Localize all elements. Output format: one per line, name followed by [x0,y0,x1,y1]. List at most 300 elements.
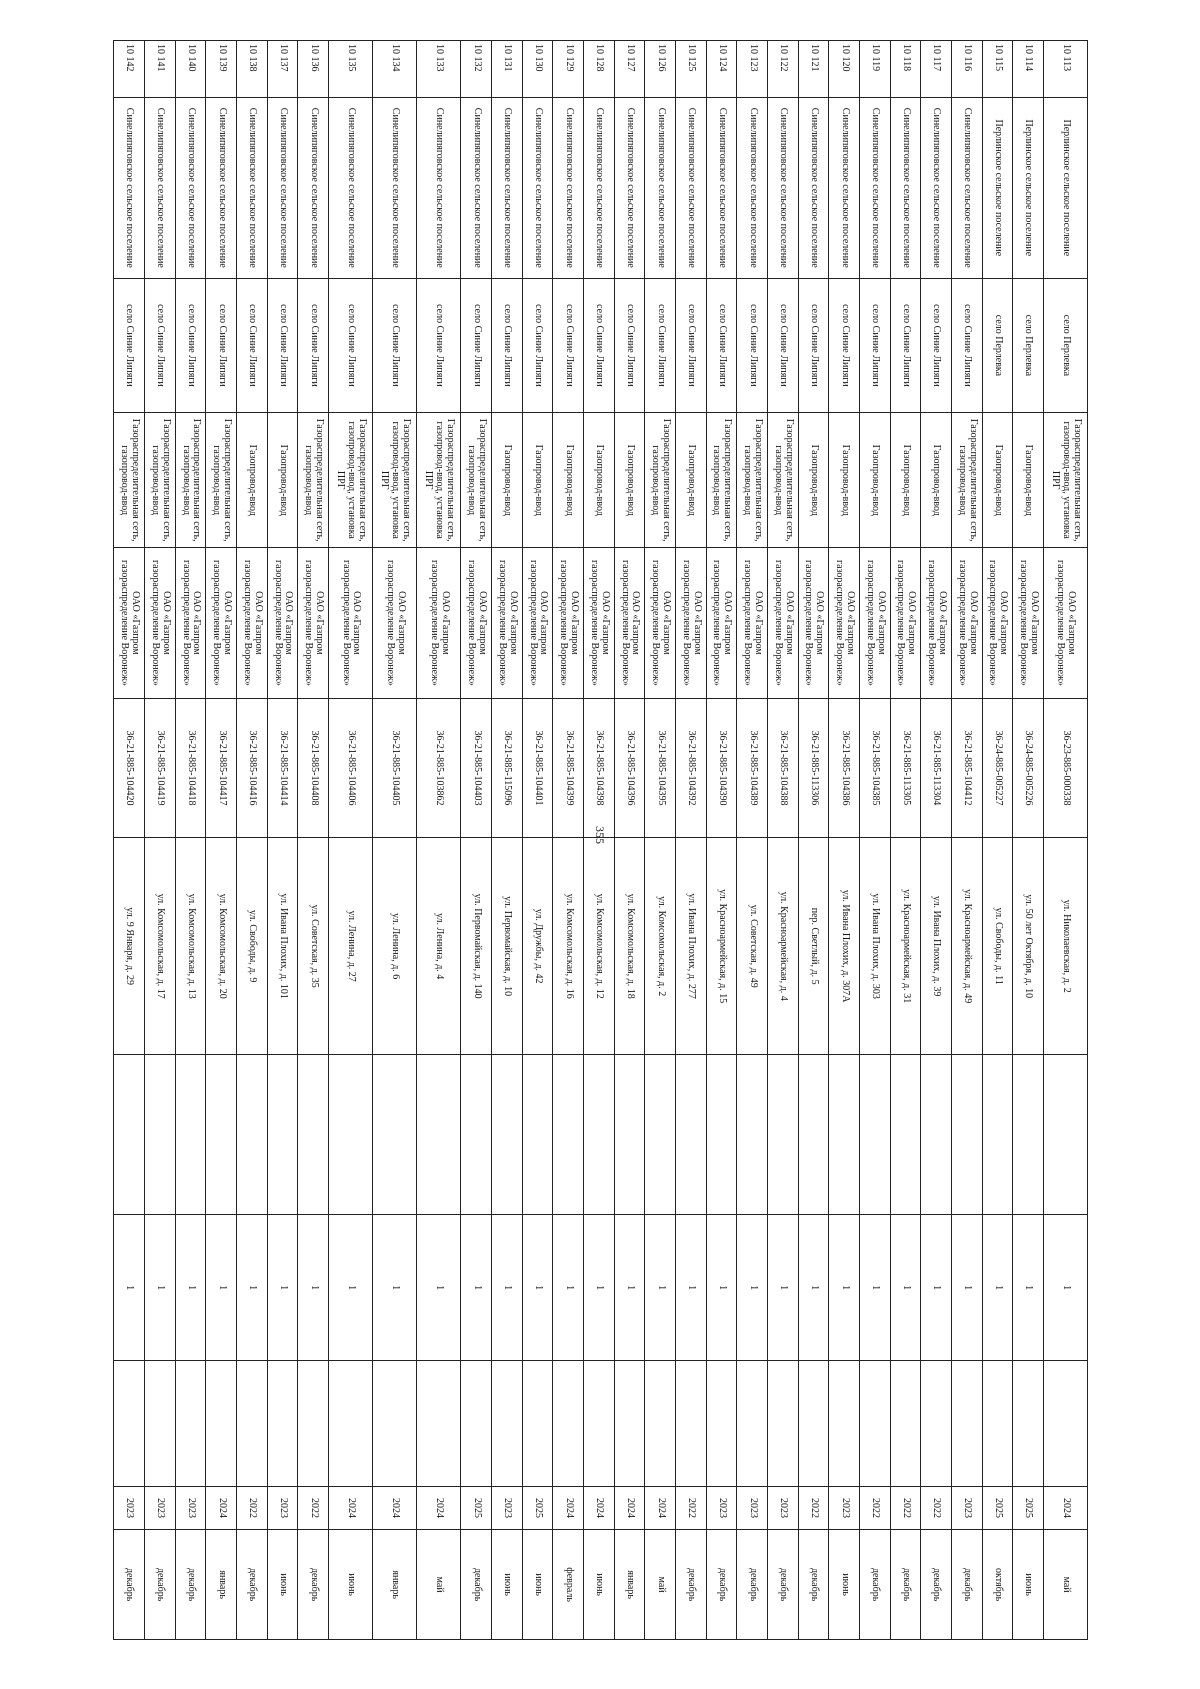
locality-cell: село Синие Липяги [175,278,206,413]
object-type-cell: Газораспределительная сеть, газопровод-ввод [767,413,798,548]
quantity-cell: 1 [206,1215,237,1361]
month-cell: декабрь [676,1530,707,1640]
empty-cell [890,1055,921,1215]
owner-cell: ОАО «Газпром газораспределение Воронеж» [492,548,523,699]
row-number-cell: 10 139 [206,41,237,98]
quantity-cell: 1 [1043,1215,1087,1361]
quantity-cell: 1 [982,1215,1013,1361]
empty-cell [522,1361,553,1487]
address-cell: ул. Комсомольская, д. 18 [614,838,645,1055]
month-cell: май [417,1530,461,1640]
locality-cell: село Синие Липяги [492,278,523,413]
locality-cell: село Синие Липяги [237,278,268,413]
object-type-cell: Газораспределительная сеть, газопровод-ввод [114,413,145,548]
year-cell: 2025 [982,1486,1013,1529]
row-number-cell: 10 137 [267,41,298,98]
empty-cell [206,1361,237,1487]
row-number-cell: 10 128 [584,41,615,98]
quantity-cell: 1 [584,1215,615,1361]
cadastral-number-cell: 36-21-885-104392 [676,698,707,837]
month-cell: май [645,1530,676,1640]
object-type-cell: Газопровод-ввод [921,413,952,548]
row-number-cell: 10 126 [645,41,676,98]
locality-cell: село Синие Липяги [706,278,737,413]
settlement-cell: Синелипяговское сельское поселение [737,98,768,278]
table-row [645,41,676,1640]
quantity-cell: 1 [114,1215,145,1361]
empty-cell [522,1055,553,1215]
locality-cell: село Синие Липяги [329,278,373,413]
month-cell: декабрь [114,1530,145,1640]
address-cell: ул. Ленина, д. 6 [373,838,417,1055]
row-number-cell: 10 113 [1043,41,1087,98]
table-row [461,41,492,1640]
owner-cell: ОАО «Газпром газораспределение Воронеж» [1013,548,1044,699]
year-cell: 2024 [1043,1486,1087,1529]
settlement-cell: Синелипяговское сельское поселение [645,98,676,278]
owner-cell: ОАО «Газпром газораспределение Воронеж» [373,548,417,699]
locality-cell: село Синие Липяги [553,278,584,413]
year-cell: 2023 [492,1486,523,1529]
row-number-cell: 10 134 [373,41,417,98]
object-type-cell: Газопровод-ввод [829,413,860,548]
quantity-cell: 1 [298,1215,329,1361]
object-type-cell: Газопровод-ввод [1013,413,1044,548]
empty-cell [373,1361,417,1487]
row-number-cell: 10 131 [492,41,523,98]
address-cell: ул. Ивана Плохих, д. 303 [859,838,890,1055]
empty-cell [859,1055,890,1215]
quantity-cell: 1 [461,1215,492,1361]
address-cell: ул. 50 лет Октября, д. 10 [1013,838,1044,1055]
owner-cell: ОАО «Газпром газораспределение Воронеж» [890,548,921,699]
object-type-cell: Газораспределительная сеть, газопровод-ввод [206,413,237,548]
object-type-cell: Газопровод-ввод [237,413,268,548]
row-number-cell: 10 114 [1013,41,1044,98]
quantity-cell: 1 [329,1215,373,1361]
empty-cell [737,1055,768,1215]
row-number-cell: 10 142 [114,41,145,98]
empty-cell [829,1055,860,1215]
empty-cell [584,1055,615,1215]
object-type-cell: Газораспределительная сеть, газопровод-ввод, установка ПРГ [417,413,461,548]
table-row [829,41,860,1640]
table-row [767,41,798,1640]
owner-cell: ОАО «Газпром газораспределение Воронеж» [645,548,676,699]
month-cell: декабрь [798,1530,829,1640]
cadastral-number-cell: 36-21-885-104403 [461,698,492,837]
locality-cell: село Синие Липяги [584,278,615,413]
year-cell: 2022 [890,1486,921,1529]
address-cell: ул. Ленина, д. 27 [329,838,373,1055]
address-cell: ул. Красноармейская, д. 15 [706,838,737,1055]
row-number-cell: 10 132 [461,41,492,98]
object-type-cell: Газопровод-ввод [267,413,298,548]
object-type-cell: Газопровод-ввод [492,413,523,548]
month-cell: июнь [1013,1530,1044,1640]
cadastral-number-cell: 36-21-885-104398 [584,698,615,837]
year-cell: 2022 [237,1486,268,1529]
month-cell: декабрь [461,1530,492,1640]
cadastral-number-cell: 36-21-885-104388 [767,698,798,837]
locality-cell: село Синие Липяги [951,278,982,413]
empty-cell [890,1361,921,1487]
settlement-cell: Синелипяговское сельское поселение [492,98,523,278]
settlement-cell: Синелипяговское сельское поселение [267,98,298,278]
owner-cell: ОАО «Газпром газораспределение Воронеж» [114,548,145,699]
empty-cell [767,1361,798,1487]
cadastral-number-cell: 36-21-885-103862 [417,698,461,837]
month-cell: июнь [329,1530,373,1640]
object-type-cell: Газораспределительная сеть, газопровод-ввод [175,413,206,548]
row-number-cell: 10 141 [145,41,176,98]
table-row [890,41,921,1640]
quantity-cell: 1 [237,1215,268,1361]
month-cell: декабрь [767,1530,798,1640]
quantity-cell: 1 [522,1215,553,1361]
table-row [676,41,707,1640]
object-type-cell: Газопровод-ввод [859,413,890,548]
owner-cell: ОАО «Газпром газораспределение Воронеж» [1043,548,1087,699]
address-cell: ул. Первомайская, д. 140 [461,838,492,1055]
address-cell: ул. Дружбы, д. 42 [522,838,553,1055]
row-number-cell: 10 133 [417,41,461,98]
month-cell: июнь [829,1530,860,1640]
year-cell: 2025 [1013,1486,1044,1529]
locality-cell: село Синие Липяги [417,278,461,413]
locality-cell: село Синие Липяги [859,278,890,413]
empty-cell [329,1361,373,1487]
address-cell: ул. Ивана Плохих, д. 277 [676,838,707,1055]
locality-cell: село Синие Липяги [145,278,176,413]
month-cell: июнь [492,1530,523,1640]
address-cell: ул. Красноармейская, д. 31 [890,838,921,1055]
empty-cell [461,1055,492,1215]
settlement-cell: Синелипяговское сельское поселение [706,98,737,278]
locality-cell: село Синие Липяги [114,278,145,413]
locality-cell: село Перлевка [982,278,1013,413]
quantity-cell: 1 [706,1215,737,1361]
owner-cell: ОАО «Газпром газораспределение Воронеж» [553,548,584,699]
empty-cell [329,1055,373,1215]
quantity-cell: 1 [921,1215,952,1361]
cadastral-number-cell: 36-21-885-104419 [145,698,176,837]
month-cell: январь [206,1530,237,1640]
address-cell: ул. Красноармейская, д. 4 [767,838,798,1055]
table-row [1043,41,1087,1640]
address-cell: ул. Красноармейская, д. 49 [951,838,982,1055]
table-row [1013,41,1044,1640]
empty-cell [951,1361,982,1487]
month-cell: декабрь [175,1530,206,1640]
empty-cell [298,1055,329,1215]
settlement-cell: Синелипяговское сельское поселение [951,98,982,278]
object-type-cell: Газораспределительная сеть, газопровод-ввод [737,413,768,548]
object-type-cell: Газопровод-ввод [798,413,829,548]
cadastral-number-cell: 36-21-885-104405 [373,698,417,837]
object-type-cell: Газораспределительная сеть, газопровод-ввод [298,413,329,548]
row-number-cell: 10 121 [798,41,829,98]
empty-cell [982,1361,1013,1487]
document-table-container [113,40,1088,1640]
year-cell: 2024 [206,1486,237,1529]
object-type-cell: Газораспределительная сеть, газопровод-ввод [706,413,737,548]
settlement-cell: Синелипяговское сельское поселение [614,98,645,278]
settlement-cell: Перлинское сельское поселение [1013,98,1044,278]
quantity-cell: 1 [373,1215,417,1361]
table-row [798,41,829,1640]
row-number-cell: 10 118 [890,41,921,98]
address-cell: ул. Свободы, д. 9 [237,838,268,1055]
cadastral-number-cell: 36-21-885-104386 [829,698,860,837]
settlement-cell: Синелипяговское сельское поселение [145,98,176,278]
cadastral-number-cell: 36-24-885-005226 [1013,698,1044,837]
empty-cell [951,1055,982,1215]
cadastral-number-cell: 36-21-885-104406 [329,698,373,837]
table-row [206,41,237,1640]
quantity-cell: 1 [951,1215,982,1361]
table-row [522,41,553,1640]
year-cell: 2022 [298,1486,329,1529]
empty-cell [1043,1055,1087,1215]
year-cell: 2022 [676,1486,707,1529]
empty-cell [417,1055,461,1215]
year-cell: 2023 [114,1486,145,1529]
owner-cell: ОАО «Газпром газораспределение Воронеж» [706,548,737,699]
month-cell: июнь [267,1530,298,1640]
month-cell: декабрь [237,1530,268,1640]
quantity-cell: 1 [798,1215,829,1361]
year-cell: 2024 [417,1486,461,1529]
settlement-cell: Синелипяговское сельское поселение [767,98,798,278]
empty-cell [798,1055,829,1215]
row-number-cell: 10 122 [767,41,798,98]
settlement-cell: Синелипяговское сельское поселение [114,98,145,278]
year-cell: 2024 [373,1486,417,1529]
quantity-cell: 1 [553,1215,584,1361]
empty-cell [859,1361,890,1487]
locality-cell: село Синие Липяги [737,278,768,413]
locality-cell: село Синие Липяги [614,278,645,413]
object-type-cell: Газопровод-ввод [614,413,645,548]
owner-cell: ОАО «Газпром газораспределение Воронеж» [522,548,553,699]
address-cell: ул. 9 Января, д. 29 [114,838,145,1055]
owner-cell: ОАО «Газпром газораспределение Воронеж» [267,548,298,699]
cadastral-number-cell: 36-23-885-000338 [1043,698,1087,837]
locality-cell: село Синие Липяги [522,278,553,413]
owner-cell: ОАО «Газпром газораспределение Воронеж» [206,548,237,699]
quantity-cell: 1 [737,1215,768,1361]
address-cell: ул. Николаевская, д. 2 [1043,838,1087,1055]
month-cell: январь [614,1530,645,1640]
row-number-cell: 10 135 [329,41,373,98]
empty-cell [676,1055,707,1215]
cadastral-number-cell: 36-21-885-113304 [921,698,952,837]
empty-cell [373,1055,417,1215]
table-row [859,41,890,1640]
quantity-cell: 1 [267,1215,298,1361]
locality-cell: село Перлевка [1043,278,1087,413]
year-cell: 2024 [553,1486,584,1529]
locality-cell: село Перлевка [1013,278,1044,413]
empty-cell [114,1055,145,1215]
locality-cell: село Синие Липяги [645,278,676,413]
year-cell: 2025 [522,1486,553,1529]
settlement-cell: Синелипяговское сельское поселение [206,98,237,278]
quantity-cell: 1 [1013,1215,1044,1361]
address-cell: ул. Комсомольская, д. 2 [645,838,676,1055]
table-row [951,41,982,1640]
settlement-cell: Синелипяговское сельское поселение [584,98,615,278]
year-cell: 2023 [145,1486,176,1529]
locality-cell: село Синие Липяги [921,278,952,413]
empty-cell [492,1055,523,1215]
empty-cell [145,1361,176,1487]
month-cell: декабрь [921,1530,952,1640]
owner-cell: ОАО «Газпром газораспределение Воронеж» [737,548,768,699]
settlement-cell: Синелипяговское сельское поселение [237,98,268,278]
empty-cell [206,1055,237,1215]
owner-cell: ОАО «Газпром газораспределение Воронеж» [417,548,461,699]
empty-cell [461,1361,492,1487]
quantity-cell: 1 [767,1215,798,1361]
table-row [175,41,206,1640]
cadastral-number-cell: 36-21-885-115096 [492,698,523,837]
owner-cell: ОАО «Газпром газораспределение Воронеж» [145,548,176,699]
object-type-cell: Газопровод-ввод [890,413,921,548]
empty-cell [145,1055,176,1215]
quantity-cell: 1 [417,1215,461,1361]
cadastral-number-cell: 36-21-885-104399 [553,698,584,837]
row-number-cell: 10 129 [553,41,584,98]
row-number-cell: 10 125 [676,41,707,98]
table-row [737,41,768,1640]
empty-cell [237,1055,268,1215]
table-row [114,41,145,1640]
cadastral-number-cell: 36-21-885-104390 [706,698,737,837]
table-row [145,41,176,1640]
empty-cell [921,1361,952,1487]
cadastral-number-cell: 36-21-885-104414 [267,698,298,837]
cadastral-number-cell: 36-21-885-113305 [890,698,921,837]
owner-cell: ОАО «Газпром газораспределение Воронеж» [175,548,206,699]
owner-cell: ОАО «Газпром газораспределение Воронеж» [584,548,615,699]
month-cell: декабрь [298,1530,329,1640]
row-number-cell: 10 115 [982,41,1013,98]
empty-cell [829,1361,860,1487]
year-cell: 2023 [706,1486,737,1529]
object-type-cell: Газораспределительная сеть, газопровод-ввод, установка ПРГ [373,413,417,548]
empty-cell [798,1361,829,1487]
cadastral-number-cell: 36-24-885-005227 [982,698,1013,837]
empty-cell [114,1361,145,1487]
cadastral-number-cell: 36-21-885-104417 [206,698,237,837]
locality-cell: село Синие Липяги [676,278,707,413]
empty-cell [614,1361,645,1487]
year-cell: 2024 [584,1486,615,1529]
empty-cell [706,1361,737,1487]
row-number-cell: 10 119 [859,41,890,98]
table-row [298,41,329,1640]
empty-cell [417,1361,461,1487]
settlement-cell: Синелипяговское сельское поселение [461,98,492,278]
object-type-cell: Газораспределительная сеть, газопровод-ввод, установка ПРГ [1043,413,1087,548]
row-number-cell: 10 124 [706,41,737,98]
year-cell: 2023 [175,1486,206,1529]
row-number-cell: 10 140 [175,41,206,98]
empty-cell [676,1361,707,1487]
cadastral-number-cell: 36-21-885-104418 [175,698,206,837]
table-row [614,41,645,1640]
settlement-cell: Перлинское сельское поселение [1043,98,1087,278]
quantity-cell: 1 [614,1215,645,1361]
settlement-cell: Синелипяговское сельское поселение [522,98,553,278]
year-cell: 2025 [461,1486,492,1529]
address-cell: ул. Советская, д. 49 [737,838,768,1055]
owner-cell: ОАО «Газпром газораспределение Воронеж» [859,548,890,699]
owner-cell: ОАО «Газпром газораспределение Воронеж» [829,548,860,699]
year-cell: 2023 [829,1486,860,1529]
month-cell: декабрь [737,1530,768,1640]
empty-cell [175,1055,206,1215]
settlement-cell: Синелипяговское сельское поселение [798,98,829,278]
table-row [492,41,523,1640]
row-number-cell: 10 116 [951,41,982,98]
locality-cell: село Синие Липяги [461,278,492,413]
empty-cell [982,1055,1013,1215]
month-cell: февраль [553,1530,584,1640]
locality-cell: село Синие Липяги [373,278,417,413]
empty-cell [1013,1055,1044,1215]
cadastral-number-cell: 36-21-885-104416 [237,698,268,837]
quantity-cell: 1 [890,1215,921,1361]
address-cell: ул. Комсомольская, д. 16 [553,838,584,1055]
owner-cell: ОАО «Газпром газораспределение Воронеж» [951,548,982,699]
table-body [114,41,1088,1640]
table-row [584,41,615,1640]
month-cell: январь [373,1530,417,1640]
address-cell: ул. Ивана Плохих, д. 101 [267,838,298,1055]
table-row [329,41,373,1640]
year-cell: 2022 [798,1486,829,1529]
month-cell: декабрь [145,1530,176,1640]
object-type-cell: Газопровод-ввод [676,413,707,548]
address-cell: ул. Советская, д. 35 [298,838,329,1055]
empty-cell [767,1055,798,1215]
settlement-cell: Синелипяговское сельское поселение [829,98,860,278]
table-row [706,41,737,1640]
cadastral-number-cell: 36-21-885-104412 [951,698,982,837]
row-number-cell: 10 136 [298,41,329,98]
empty-cell [175,1361,206,1487]
gasification-table [113,40,1088,1640]
year-cell: 2023 [267,1486,298,1529]
empty-cell [706,1055,737,1215]
address-cell: ул. Ивана Плохих, д. 39 [921,838,952,1055]
row-number-cell: 10 123 [737,41,768,98]
cadastral-number-cell: 36-21-885-104395 [645,698,676,837]
empty-cell [298,1361,329,1487]
locality-cell: село Синие Липяги [798,278,829,413]
cadastral-number-cell: 36-21-885-113306 [798,698,829,837]
row-number-cell: 10 138 [237,41,268,98]
quantity-cell: 1 [145,1215,176,1361]
month-cell: декабрь [951,1530,982,1640]
empty-cell [267,1361,298,1487]
address-cell: пер. Светлый, д. 5 [798,838,829,1055]
settlement-cell: Синелипяговское сельское поселение [890,98,921,278]
locality-cell: село Синие Липяги [829,278,860,413]
